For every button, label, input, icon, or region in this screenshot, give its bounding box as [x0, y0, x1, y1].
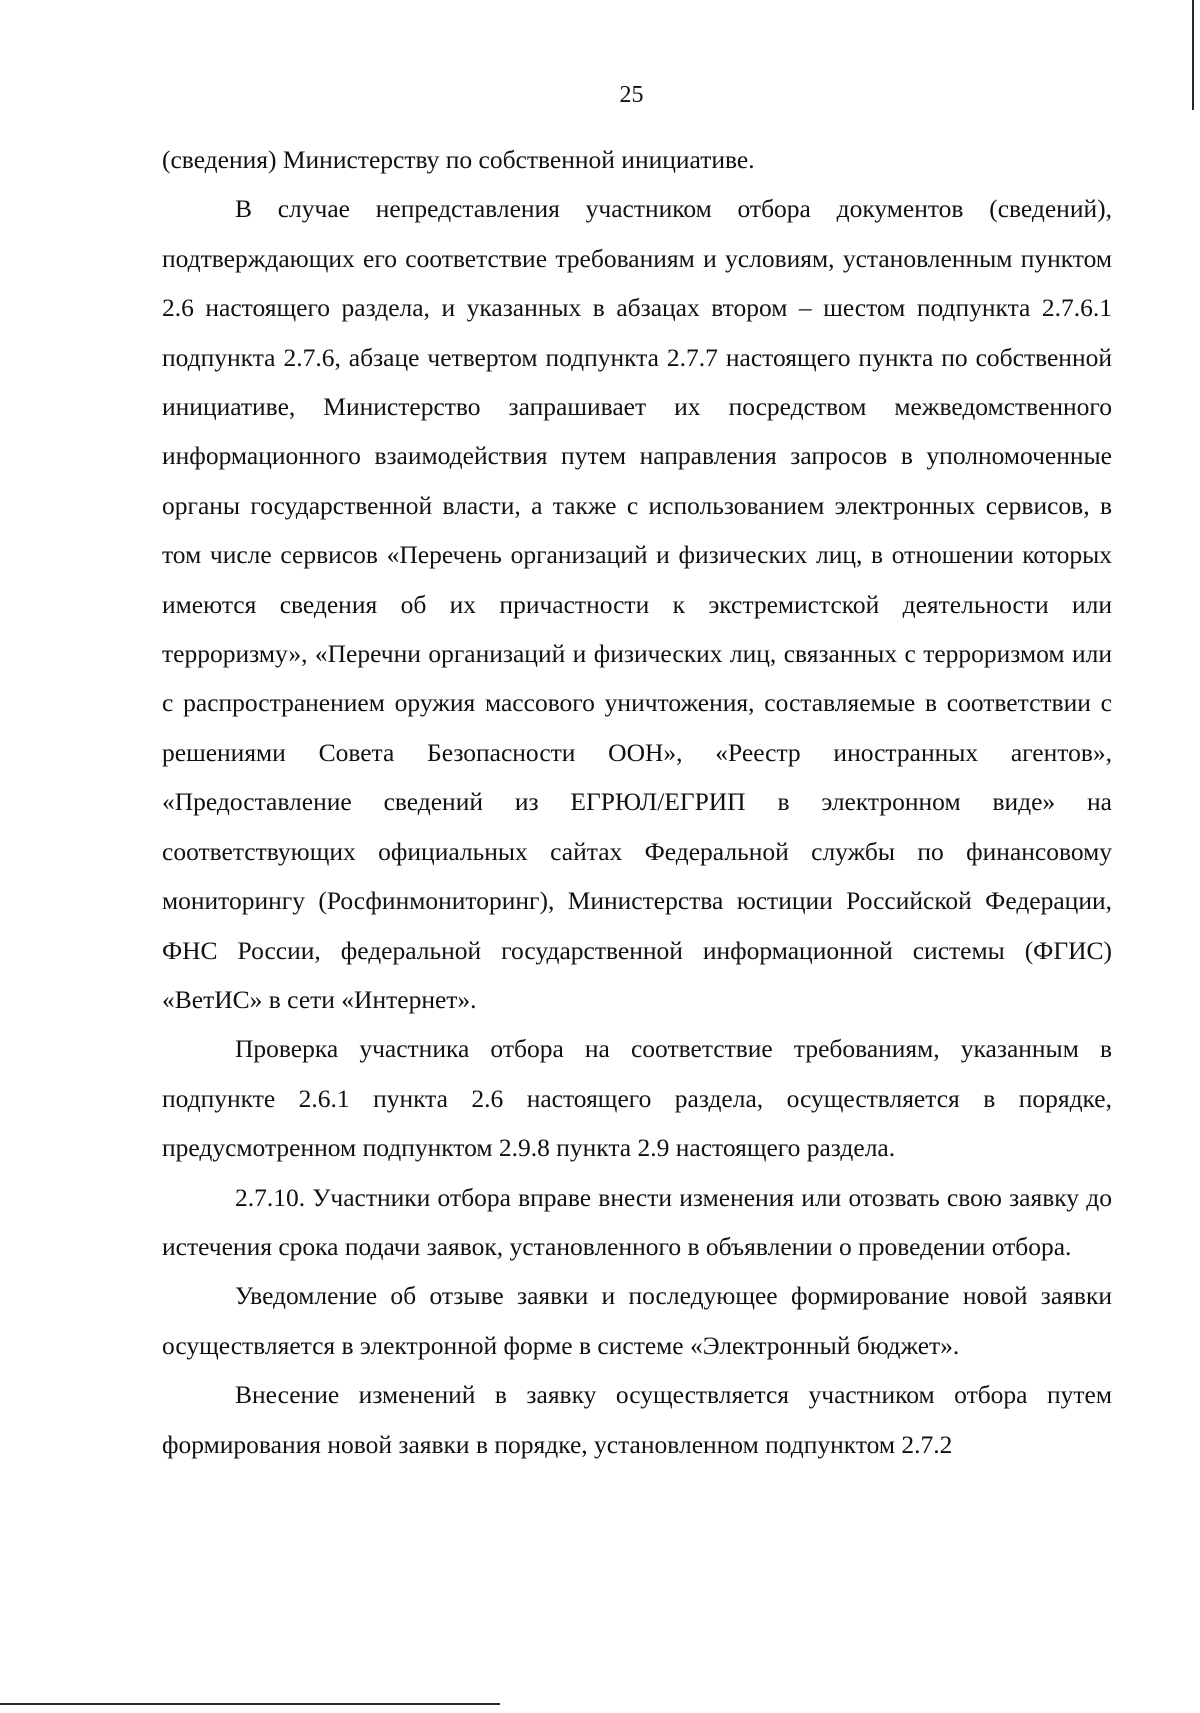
paragraph-interagency-requests: В случае непредставления участником отбора документов (сведений), подтверждающих его соответствие требованиям и условиям, установленным пунктом 2.6 настоящего раздела, и указанных в абзацах втором – шестом подпункта 2.7.6.1 подпункта 2.7.6, абзаце четвертом подпункта 2.7.7 настоящего пункта по собственной инициативе, Министерство запрашивает их посредством межведомственного информационного взаимодействия путем направления запросов в уполномоченные органы государственной власти, а также с использованием электронных сервисов, в том числе сервисов «Перечень организаций и физических лиц, в отношении которых имеются сведения об их причастности к экстремистской деятельности или терроризму», «Перечни организаций и физических лиц, связанных с терроризмом или с распространением оружия массового уничтожения, составляемые в соответствии с решениями Совета Безопасности ООН», «Реестр иностранных агентов», «Предоставление сведений из ЕГРЮЛ/ЕГРИП в электронном виде» на соответствующих официальных сайтах Федеральной службы по финансовому мониторингу (Росфинмониторинг), Министерства юстиции Российской Федерации, ФНС России, федеральной государственной информационной системы (ФГИС) «ВетИС» в сети «Интернет».	[162, 194, 1112, 1014]
paragraph-continuation: (сведения) Министерству по собственной инициативе.	[162, 145, 755, 174]
paragraph-withdrawal-notice: Уведомление об отзыве заявки и последующее формирование новой заявки осуществляется в электронной форме в системе «Электронный бюджет».	[162, 1281, 1112, 1360]
scan-edge-bottom	[0, 1703, 500, 1705]
paragraph-2-7-10: 2.7.10. Участники отбора вправе внести изменения или отозвать свою заявку до истечения срока подачи заявок, установленного в объявлении о проведении отбора.	[162, 1182, 1112, 1261]
paragraph-amendments: Внесение изменений в заявку осуществляется участником отбора путем формирования новой заявки в порядке, установленном подпунктом 2.7.2	[162, 1380, 1112, 1459]
document-body	[162, 135, 1112, 1469]
paragraph-participant-check: Проверка участника отбора на соответствие требованиям, указанным в подпункте 2.6.1 пункта 2.6 настоящего раздела, осуществляется в порядке, предусмотренном подпунктом 2.9.8 пункта 2.9 настоящего раздела.	[162, 1034, 1112, 1163]
page-number: 25	[619, 82, 644, 108]
